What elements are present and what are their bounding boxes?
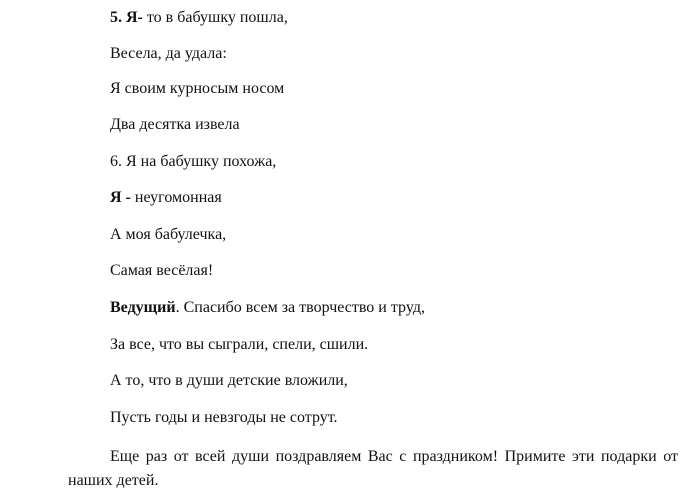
verse-text: . Спасибо всем за творчество и труд, (175, 299, 425, 316)
verse-text: то в бабушку пошла, (142, 9, 288, 26)
verse-text: А моя бабулечка, (110, 226, 227, 243)
verse-line (110, 408, 338, 428)
verse-line (110, 261, 213, 281)
verse-text: За все, что вы сыграли, спели, сшили. (110, 336, 369, 353)
verse-bold: Я - (110, 189, 131, 206)
verse-line (110, 44, 227, 64)
verse-text: Я своим курносым носом (110, 80, 285, 97)
verse-text: А то, что в души детские вложили, (110, 372, 348, 389)
verse-text: Пусть годы и невзгоды не сотрут. (110, 409, 338, 426)
verse-line (110, 371, 348, 391)
verse-line (110, 152, 276, 172)
host-line (110, 298, 425, 318)
verse-line (110, 225, 226, 245)
speaker-label: Ведущий (110, 299, 176, 316)
verse-text: Самая весёлая! (110, 262, 214, 279)
verse-text: Два десятка извела (110, 116, 240, 133)
verse-line (110, 8, 288, 28)
verse-text: неугомонная (130, 189, 222, 206)
verse-text: Весела, да удала: (110, 45, 227, 62)
verse-line (110, 188, 222, 208)
verse-line (110, 115, 240, 135)
verse-line (110, 335, 368, 355)
verse-number: 5. Я- (110, 9, 143, 26)
verse-text: 6. Я на бабушку похожа, (110, 153, 277, 170)
verse-line (110, 79, 284, 99)
closing-paragraph: Еще раз от всей души поздравляем Вас с праздником! Примите эти подарки от наших детей. (68, 448, 678, 489)
